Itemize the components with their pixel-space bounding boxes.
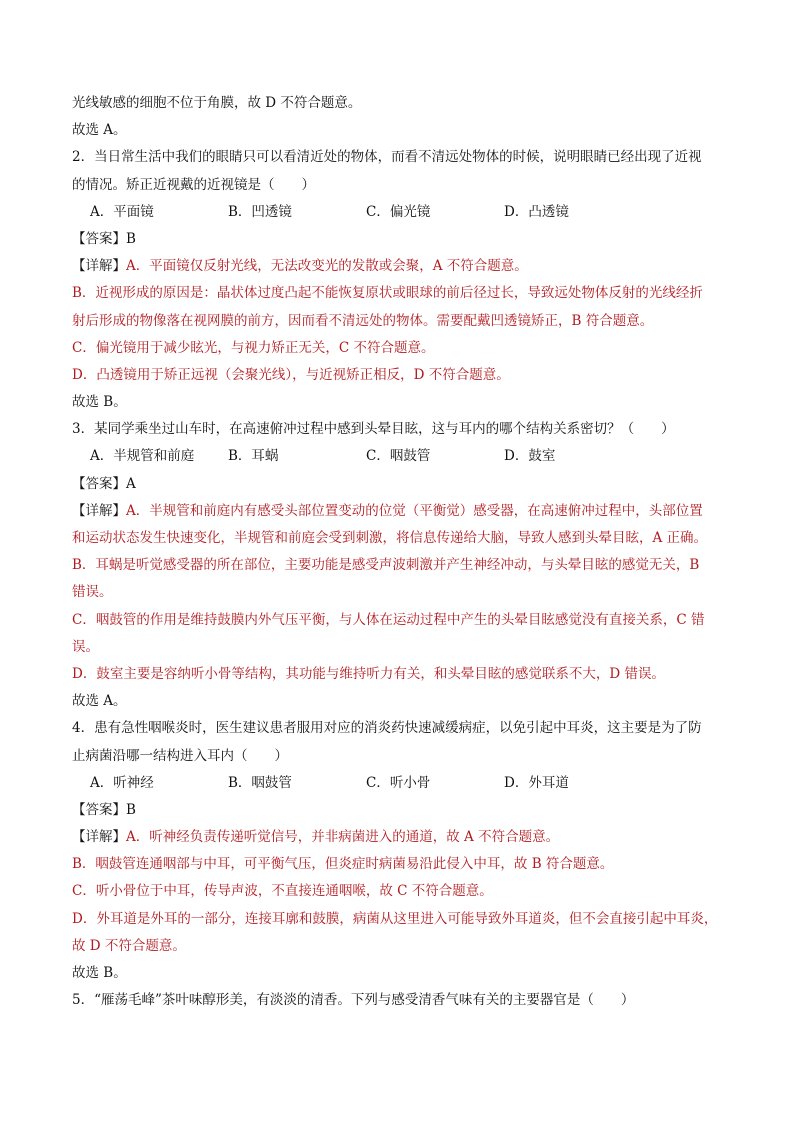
q4-option-a: A．听神经 <box>90 774 154 791</box>
q2-detail-text-1: A．平面镜仅反射光线，无法改变光的发散或会聚，A 不符合题意。 <box>126 258 528 275</box>
q3-option-b: B．耳蜗 <box>228 448 279 465</box>
q2-options <box>72 199 724 226</box>
prev-explanation-tail: 光线敏感的细胞不位于角膜，故 D 不符合题意。 <box>72 95 362 111</box>
q3-choice: 故选 A。 <box>72 693 127 710</box>
q3-detail-line-2: 和运动状态发生快速变化，半规管和前庭会受到刺激，将信息传递给大脑，导致人感到头晕目眩，A 正确。 <box>72 530 708 546</box>
document-page <box>72 90 724 1014</box>
q3-detail-text-1: A．半规管和前庭内有感受头部位置变动的位觉（平衡觉）感受器，在高速俯冲过程中，头部位置 <box>126 502 703 519</box>
q2-detail-line-4: C．偏光镜用于减少眩光，与视力矫正无关，C 不符合题意。 <box>72 339 435 356</box>
q2-stem-line-1: 2．当日常生活中我们的眼睛只可以看清近处的物体，而看不清远处物体的时候，说明眼睛已经出现了近视 <box>72 149 702 166</box>
q3-option-a: A．半规管和前庭 <box>90 448 195 465</box>
q3-detail-line-6: 误。 <box>72 638 99 655</box>
q2-choice: 故选 B。 <box>72 394 127 411</box>
q4-option-d: D．外耳道 <box>504 774 569 791</box>
q2-detail-line-5: D．凸透镜用于矫正远视（会聚光线），与近视矫正相反，D 不符合题意。 <box>72 366 510 383</box>
q2-detail-line-3: 射后形成的物像落在视网膜的前方，因而看不清远处的物体。需要配戴凹透镜矫正，B 符合题意。 <box>72 312 654 329</box>
q2-option-a: A．平面镜 <box>90 203 154 220</box>
q3-stem-line-1: 3．某同学乘坐过山车时，在高速俯冲过程中感到头晕目眩，这与耳内的哪个结构关系密切？（ ） <box>72 421 675 438</box>
q4-stem-line-2: 止病菌沿哪一结构进入耳内（ ） <box>72 747 288 764</box>
q2-answer: 【答案】B <box>72 230 136 247</box>
q4-detail-line-2: B．咽鼓管连通咽部与中耳，可平衡气压，但炎症时病菌易沿此侵入中耳，故 B 符合题意。 <box>72 856 614 873</box>
q5-stem-line-1: 5．“雁荡毛峰”茶叶味醇形美，有淡淡的清香。下列与感受清香气味有关的主要器官是（ ） <box>72 992 635 1009</box>
q3-detail-line-3: B．耳蜗是听觉感受器的所在部位，主要功能是感受声波刺激并产生神经冲动，与头晕目眩的感觉无关，B <box>72 557 700 574</box>
q4-options <box>72 770 724 797</box>
q4-detail-tag: 【详解】 <box>72 829 126 846</box>
q4-detail-line-4: D．外耳道是外耳的一部分，连接耳廓和鼓膜，病菌从这里进入可能导致外耳道炎，但不会直接引起中耳炎， <box>72 910 718 927</box>
q3-detail-line-7: D．鼓室主要是容纳听小骨等结构，其功能与维持听力有关，和头晕目眩的感觉联系不大，D 错误。 <box>72 665 665 682</box>
q3-options <box>72 443 724 470</box>
q4-detail-line-1 <box>72 824 724 851</box>
q3-detail-line-4: 错误。 <box>72 584 113 601</box>
q3-option-d: D．鼓室 <box>504 448 556 465</box>
q4-option-c: C．听小骨 <box>366 774 431 791</box>
q2-option-c: C．偏光镜 <box>366 203 431 220</box>
q4-option-b: B．咽鼓管 <box>228 774 292 791</box>
q4-answer: 【答案】B <box>72 801 136 818</box>
q2-detail-line-2: B．近视形成的原因是：晶状体过度凸起不能恢复原状或眼球的前后径过长，导致远处物体反射的光线经折 <box>72 285 703 302</box>
q4-detail-text-1: A．听神经负责传递听觉信号，并非病菌进入的通道，故 A 不符合题意。 <box>126 829 560 846</box>
q3-detail-line-5: C．咽鼓管的作用是维持鼓膜内外气压平衡，与人体在运动过程中产生的头晕目眩感觉没有直接关系，C 错 <box>72 611 705 628</box>
prev-choice: 故选 A。 <box>72 122 127 139</box>
q4-stem-line-1: 4．患有急性咽喉炎时，医生建议患者服用对应的消炎药快速减缓病症，以免引起中耳炎，这主要是为了防 <box>72 720 702 737</box>
q2-detail-tag: 【详解】 <box>72 258 126 275</box>
q2-stem-line-2: 的情况。矫正近视戴的近视镜是（ ） <box>72 176 315 193</box>
q4-detail-line-5: 故 D 不符合题意。 <box>72 937 186 954</box>
q3-option-c: C．咽鼓管 <box>366 448 431 465</box>
q2-option-b: B．凹透镜 <box>228 203 292 220</box>
q4-choice: 故选 B。 <box>72 965 127 981</box>
q3-answer: 【答案】A <box>72 475 136 492</box>
q3-detail-tag: 【详解】 <box>72 502 126 519</box>
q3-detail-line-1 <box>72 498 724 525</box>
q4-detail-line-3: C．听小骨位于中耳，传导声波，不直接连通咽喉，故 C 不符合题意。 <box>72 883 493 900</box>
q2-detail-line-1 <box>72 253 724 280</box>
q2-option-d: D．凸透镜 <box>504 203 569 220</box>
